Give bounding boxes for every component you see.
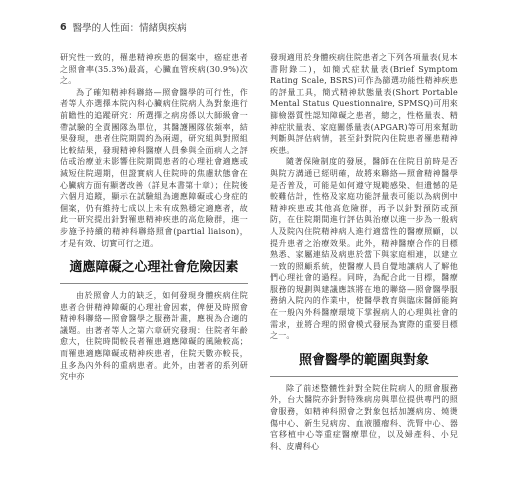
body-paragraph: 發現適用於身體疾病住院患者之下列各項量表(見本書附錄二)，如簡式症狀量表(Brief Symptom Rating Scale, BSRS)可作為篩選功能性精神疾患的評量工具，簡式精神狀態量表(Short Portable Mental Status Questionnaire, SPMSQ)可用來篩檢器質性認知障礙之患者，總之，性格量表、精神症狀量表、家庭關係量表(APGAR)等可用來幫助判斷與評估病情，甚至針對院內住院患者罹患精神疾患。: [270, 53, 458, 155]
running-header: [60, 18, 458, 36]
body-paragraph: 除了前述整體性針對全院住院病人的照會服務外，台大醫院亦針對特殊病房與單位提供專門的照會服務，如精神科照會之對象包括加護病房、燒燙傷中心、新生兒病房、血液腫瘤科、洗腎中心、器官移植中心等重症醫療單位，以及婦產科、小兒科、皮膚科心: [270, 383, 458, 451]
section-rule: [270, 376, 458, 377]
section-heading: 照會醫學的範圍與對象: [298, 352, 429, 368]
page-number: 6: [60, 21, 67, 33]
left-column: [60, 52, 248, 383]
body-paragraph: 研究性一致的，罹患精神疾患的個案中，癌症患者之照會率(35.3%)最高，心臟血管疾病(30.9%)次之。: [60, 53, 248, 86]
section-rule: [60, 283, 248, 284]
body-paragraph: 為了確知精神科聯絡—照會醫學的可行性，作者等人亦選擇本院內科心臟病住院病人為對象進行前瞻性的追蹤研究：所選擇之病房係以大師級會一帶試驗的全責團隊為單位，其醫護團隊依頻率，結果發現，患者住院期間約為兩週，研究組與對照組比較結果，發現精神科醫療人員參與全面病人之評估或治療並未影響住院期間患者的心理社會適應或減短住院週期，但證實病人住院時的焦慮狀態會在心臟病方面有顯著改善（詳見本書第十章）；住院後六個月追蹤，顯示在試驗組為適應障礙或心身症的個案，仍有維持七成以上未有成熟穩定適應者，故此一研究提出針對罹患精神疾患的高危險群，進一步施予持續的精神科聯絡照會(partial liaison)，才是有效、切實可行之道。: [60, 87, 248, 248]
body-paragraph: 隨著保險制度的發展，醫師在住院目前時是否與院方溝通已經明確，故將來聯絡—照會精神醫學是否普及，可能是如何遵守規範感染、但遺憾的是較難估計，性格及家庭功能評量表可能以為病例中精神疾患或其他高危險群，再予以針對預防或預防，在住院期間進行評估與治療以進一步為一般病人及院內住院精神病人進行適當性的醫療照顧，以提升患者之治療效果。此外，精神醫療合作的目標熟悉、家屬連結及病患於當下與家庭相連，以建立一致的照顧系統，使醫療人員自覺地讓病人了解他們心理社會的過程。同時，為配合此一目標，醫療服務的規劃與建議應該將在地的聯絡—照會醫學服務納入院內的作業中，使醫學教育與臨床醫師能夠在一般內外科醫療環境下掌握病人的心理與社會的需求，並將合理的照會模式發展為實際的重要目標之一。: [270, 157, 458, 341]
body-paragraph: 由於照會人力的缺乏，如何發現身體疾病住院患者合併精神障礙的心理社會因素，俾便及時照會精神科聯絡—照會醫學之服務計畫，應視為合適的議題。由著者等人之第六章研究發現：住院者年齡愈大，住院時間較長者罹患適應障礙的風險較高；而罹患適應障礙或精神疾患者，住院天數亦較長，且多為內外科的重病患者。此外，由著者的系列研究中亦: [60, 291, 248, 382]
section-heading: 適應障礙之心理社會危險因素: [69, 260, 239, 276]
book-page: [60, 12, 458, 500]
running-title: 醫學的人性面：情緒與疾病: [72, 23, 187, 34]
right-column: [270, 52, 458, 452]
